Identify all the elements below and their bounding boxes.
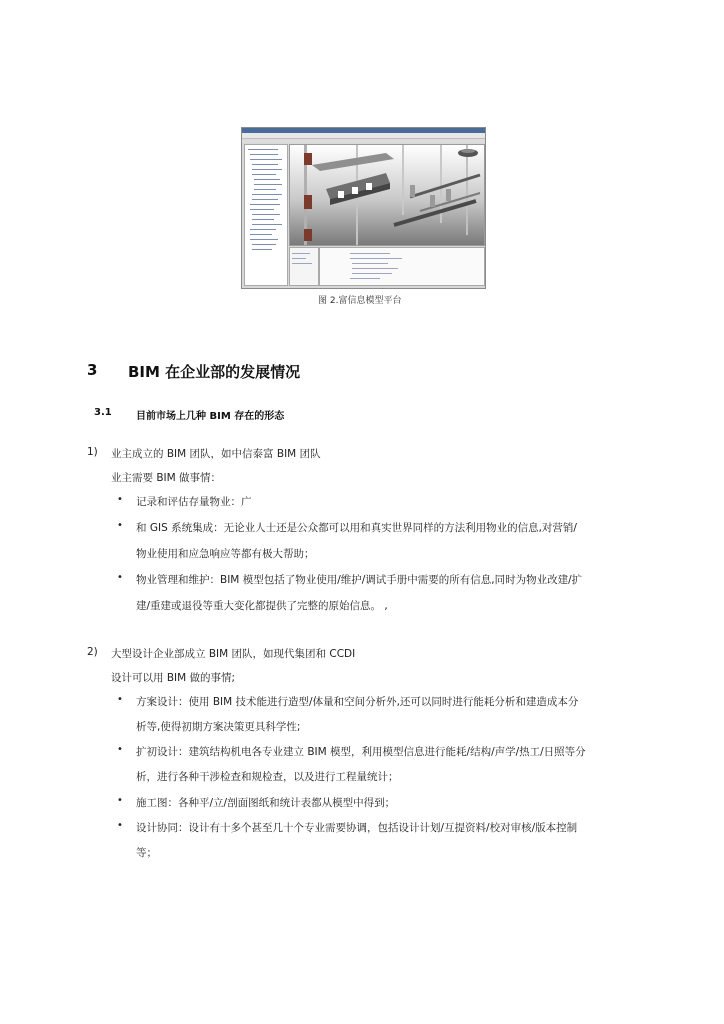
bullet-symbol: • <box>117 744 123 755</box>
item1-bullet3-line2: 建/重建或退役等重大变化都提供了完整的原始信息。 , <box>136 600 388 612</box>
item2-bullet2-line2: 析，进行各种干涉检查和规检查，以及进行工程量统计； <box>136 771 399 783</box>
bullet-symbol: • <box>117 795 123 806</box>
item2-bullet2-line1: 扩初设计：建筑结构机电各专业建立 BIM 模型，利用模型信息进行能耗/结构/声学/热工/日照等分 <box>136 746 586 758</box>
item2-bullet1-line2: 析等,使得初期方案决策更具科学性; <box>136 721 301 733</box>
bim-platform-screenshot <box>241 127 486 289</box>
subsection-number: 3.1 <box>94 407 112 418</box>
figure-3d-viewport <box>289 144 485 246</box>
item2-bullet4-line1: 设计协同：设计有十多个甚至几十个专业需要协调，包括设计计划/互提资料/校对审核/版本控制 <box>136 822 578 834</box>
item1-intro: 业主需要 BIM 做事情： <box>111 472 222 484</box>
figure-property-panel <box>289 247 319 286</box>
item2-bullet1-line1: 方案设计：使用 BIM 技术能进行造型/体量和空间分析外,还可以同时进行能耗分析和建造成本分 <box>136 696 579 708</box>
figure-tree-panel <box>244 144 288 286</box>
item1-bullet2-line2: 物业使用和应急响应等都有极大帮助； <box>136 548 315 560</box>
item1-bullet2-line1: 和 GIS 系统集成：无论业人士还是公众都可以用和真实世界同样的方法利用物业的信息,对营销/ <box>136 522 577 534</box>
list-marker-2: 2) <box>87 646 98 658</box>
subsection-title: 目前市场上几种 BIM 存在的形态 <box>136 411 285 422</box>
item2-title: 大型设计企业部成立 BIM 团队，如现代集团和 CCDI <box>111 648 356 660</box>
bullet-symbol: • <box>117 494 123 505</box>
bullet-symbol: • <box>117 572 123 583</box>
list-marker-1: 1) <box>87 446 98 458</box>
figure-detail-panel <box>319 247 485 286</box>
item2-bullet3-line1: 施工图：各种平/立/剖面图纸和统计表都从模型中得到； <box>136 797 396 809</box>
item1-bullet3-line1: 物业管理和维护：BIM 模型包括了物业使用/维护/调试手册中需要的所有信息,同时为物业改建/扩 <box>136 574 583 586</box>
bullet-symbol: • <box>117 694 123 705</box>
section-number: 3 <box>87 361 98 379</box>
bullet-symbol: • <box>117 820 123 831</box>
item1-title: 业主成立的 BIM 团队，如中信泰富 BIM 团队 <box>111 448 321 460</box>
section-title: BIM 在企业部的发展情况 <box>128 363 301 381</box>
item1-bullet1-line1: 记录和评估存量物业：广 <box>136 496 252 508</box>
item2-intro: 设计可以用 BIM 做的事情; <box>111 672 236 684</box>
figure-caption: 图 2.富信息模型平台 <box>318 296 402 306</box>
pipe-model-graphic <box>290 145 484 245</box>
figure-toolbar <box>242 139 485 143</box>
item2-bullet4-line2: 等； <box>136 847 157 859</box>
bullet-symbol: • <box>117 520 123 531</box>
